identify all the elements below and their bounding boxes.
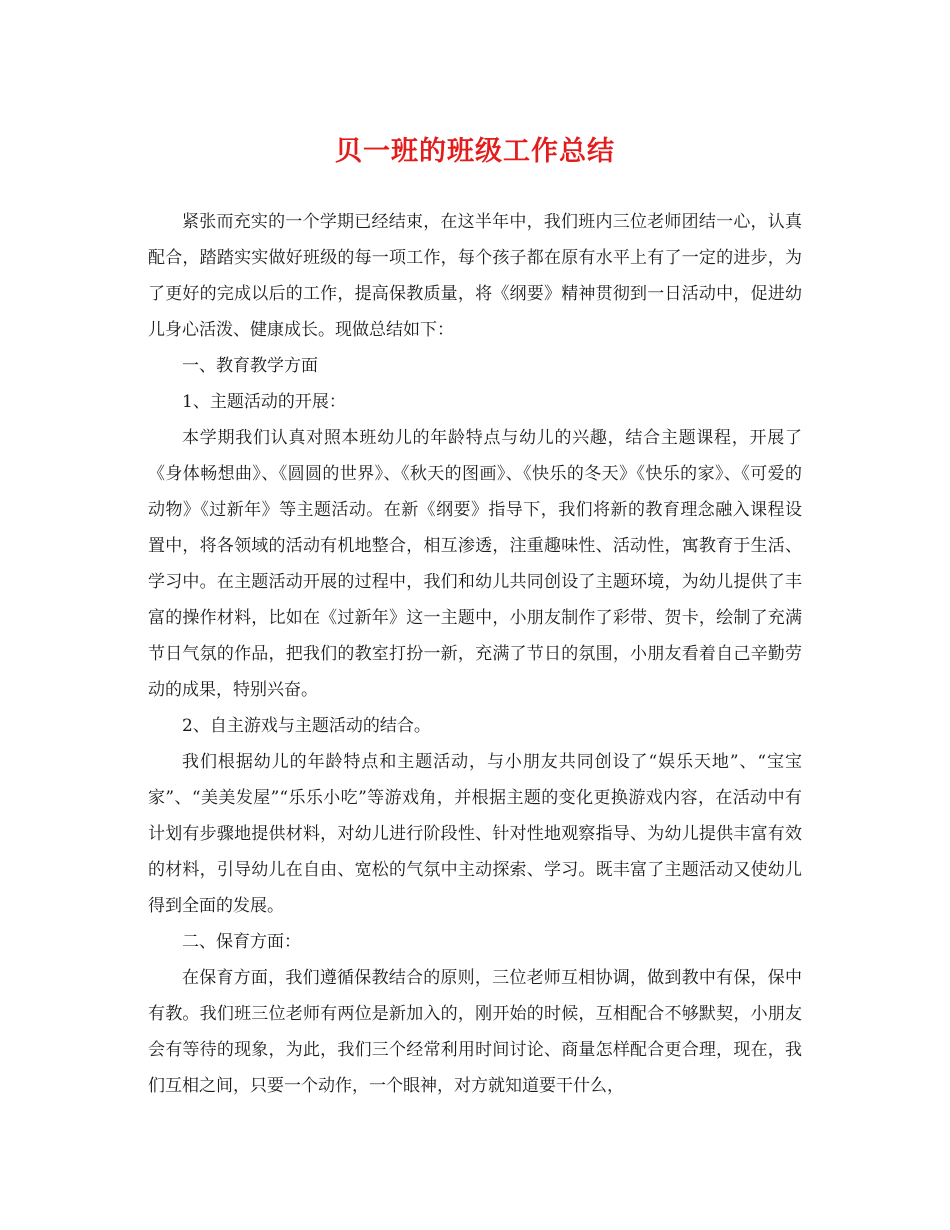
section-heading-care: 二、保育方面： — [182, 932, 301, 952]
paragraph-care: 在保育方面，我们遵循保教结合的原则，三位老师互相协调，做到教中有保，保中有教。我们班三位老师有两位是新加入的，刚开始的时候，互相配合不够默契，小朋友会有等待的现象，为此，我们三个经常利用时间讨论、商量怎样配合更合理，现在，我们互相之间，只要一个动作，一个眼神，对方就知道要干什么， — [148, 968, 802, 1096]
paragraph-intro: 紧张而充实的一个学期已经结束，在这半年中，我们班内三位老师团结一心，认真配合，踏踏实实做好班级的每一项工作，每个孩子都在原有水平上有了一定的进步，为了更好的完成以后的工作，提高保教质量，将《纲要》精神贯彻到一日活动中，促进幼儿身心活泼、健康成长。现做总结如下： — [148, 212, 802, 340]
subheading-free-play: 2、自主游戏与主题活动的结合。 — [182, 716, 431, 736]
subheading-theme-activities: 1、主题活动的开展： — [182, 392, 346, 412]
section-heading-education: 一、教育教学方面 — [182, 356, 318, 376]
document-title: 贝一班的班级工作总结 — [335, 136, 615, 167]
paragraph-theme-activities: 本学期我们认真对照本班幼儿的年龄特点与幼儿的兴趣，结合主题课程，开展了《身体畅想曲》、《圆圆的世界》、《秋天的图画》、《快乐的冬天》《快乐的家》、《可爱的动物》《过新年》等主题活动。在新《纲要》指导下，我们将新的教育理念融入课程设置中，将各领域的活动有机地整合，相互渗透，注重趣味性、活动性，寓教育于生活、学习中。在主题活动开展的过程中，我们和幼儿共同创设了主题环境，为幼儿提供了丰富的操作材料，比如在《过新年》这一主题中，小朋友制作了彩带、贺卡，绘制了充满节日气氛的作品，把我们的教室打扮一新，充满了节日的氛围，小朋友看着自己辛勤劳动的成果，特别兴奋。 — [148, 428, 802, 700]
document-body — [148, 204, 802, 1104]
paragraph-free-play: 我们根据幼儿的年龄特点和主题活动，与小朋友共同创设了“娱乐天地”、“宝宝家”、“美美发屋”“乐乐小吃”等游戏角，并根据主题的变化更换游戏内容，在活动中有计划有步骤地提供材料，对幼儿进行阶段性、针对性地观察指导、为幼儿提供丰富有效的材料，引导幼儿在自由、宽松的气氛中主动探索、学习。既丰富了主题活动又使幼儿得到全面的发展。 — [148, 752, 802, 916]
